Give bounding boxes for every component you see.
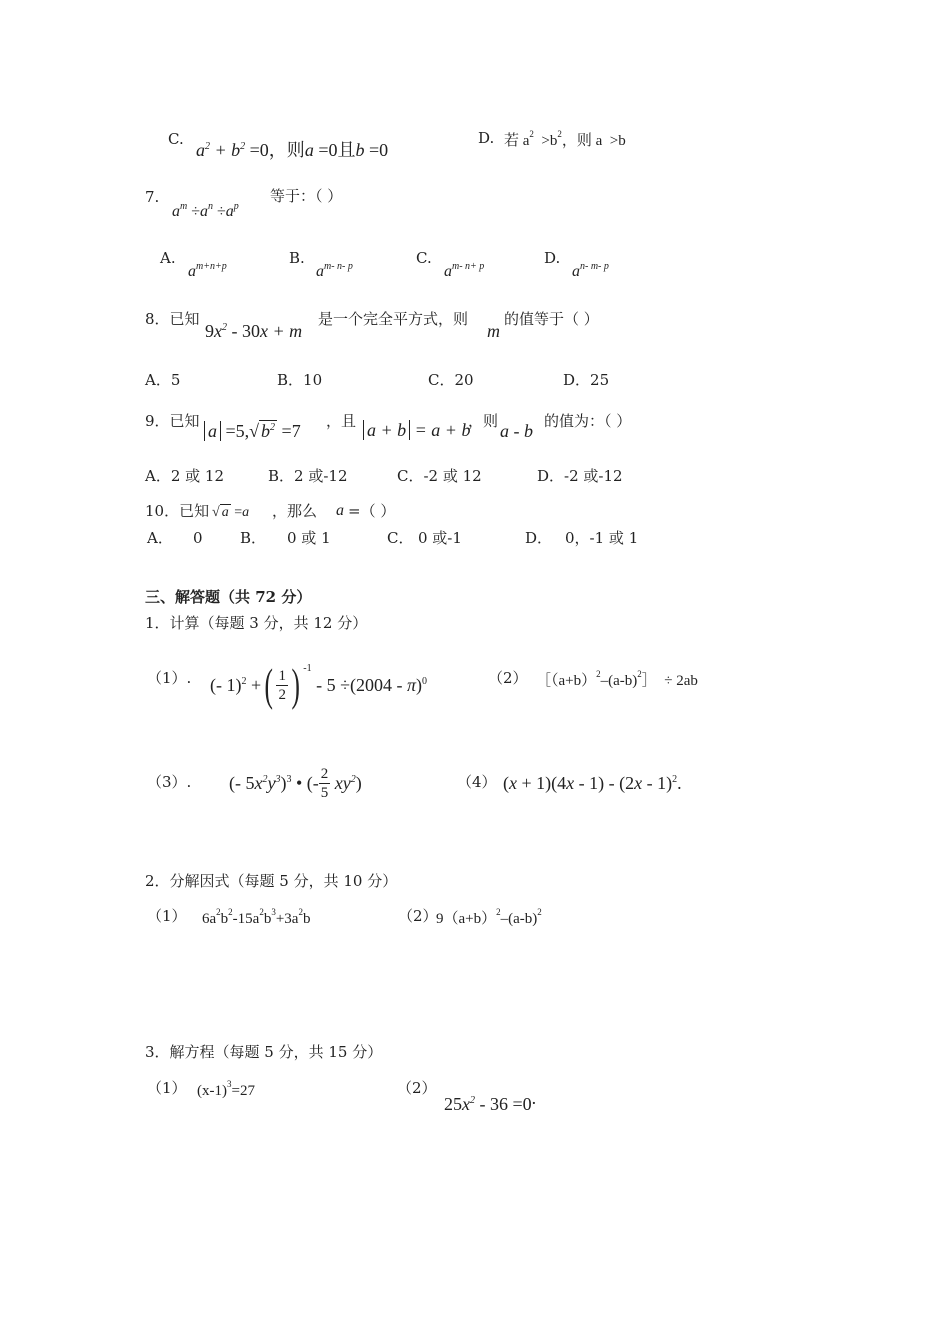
q8-variable: m xyxy=(487,321,500,341)
q9-option-a: A．2 或 12 xyxy=(145,467,224,485)
q10-option-c-value: 0 或-1 xyxy=(418,529,462,547)
q8-middle: 是一个完全平方式，则 xyxy=(318,310,469,328)
q7-option-a: $a^{m+n+p}$ xyxy=(188,261,227,280)
q8-option-b: B．10 xyxy=(277,371,323,389)
problem1-item2-expression: $[(a+b)^2-(a-b)^2] \div 2ab$ xyxy=(536,669,698,689)
q10-option-b-label: B． xyxy=(240,529,267,547)
problem1-item3-expression: (- $5x^2y^3)^3$ • (- $\frac{2}{5}$ $xy^2$) xyxy=(229,765,362,801)
problem3-title: 3．解方程（每题 5 分，共 15 分） xyxy=(145,1043,383,1061)
q10-suffix: =（ ） xyxy=(348,502,396,520)
q7-suffix: 等于：（ ） xyxy=(270,187,343,205)
q10-option-b-value: 0 或 1 xyxy=(287,529,331,547)
q10-prefix: 10．已知 xyxy=(145,502,210,520)
q10-variable: a xyxy=(336,502,344,519)
q6-d-label: D. xyxy=(478,129,495,147)
problem1-item1-expression: (- 1)$^2$ + ( $\frac{1}{2}$ ) -1 - 5 ÷(2004 - π)$^0$ xyxy=(210,659,428,710)
q7-option-c: $a^{m- n+ p}$ xyxy=(444,261,485,280)
q8-suffix: 的值等于（ ） xyxy=(504,310,599,328)
q7-option-b-label: B. xyxy=(289,249,305,267)
q6-c-expression: $a^2 + b^2 =0$，则a =0且b =0 xyxy=(196,140,389,160)
q9-prefix: 9．已知 xyxy=(145,412,200,430)
q8-option-d: D．25 xyxy=(563,371,610,389)
section3-title: 三、解答题（共 72 分） xyxy=(145,588,312,606)
problem1-item2-label: （2） xyxy=(488,669,528,687)
q7-option-b: $a^{m- n- p}$ xyxy=(316,261,353,280)
q10-option-d-value: 0，-1 或 1 xyxy=(565,529,639,547)
problem3-item1-expression: $(x-1)^3=27$ xyxy=(197,1079,255,1099)
problem2-title: 2．分解因式（每题 5 分，共 10 分） xyxy=(145,872,398,890)
problem2-item1-label: （1） xyxy=(147,907,187,925)
problem1-item4-label: （4） xyxy=(457,773,497,791)
problem3-item1-label: （1） xyxy=(147,1079,187,1097)
q9-middle2: ，则 xyxy=(468,412,499,430)
q10-option-a-label: A． xyxy=(147,529,173,547)
q8-option-c: C．20 xyxy=(428,371,474,389)
problem2-item2-expression: $9(a+b)^2-(a-b)^2$ xyxy=(436,907,542,927)
q9-suffix: 的值为：（ ） xyxy=(544,412,632,430)
q8-expression: $9x^2 - 30x + m$ xyxy=(205,321,303,341)
q9-condition2: a + b = a + b xyxy=(363,421,470,439)
problem1-item3-label: （3）. xyxy=(147,773,192,791)
problem3-item2-label: （2） xyxy=(397,1079,437,1097)
q8-prefix: 8．已知 xyxy=(145,310,200,328)
q9-middle: ，且 xyxy=(326,412,357,430)
q7-option-c-label: C. xyxy=(416,249,432,267)
problem1-item1-label: （1）. xyxy=(147,669,192,687)
q10-option-c-label: C． xyxy=(387,529,414,547)
problem1-title: 1．计算（每题 3 分，共 12 分） xyxy=(145,614,368,632)
problem2-item2-label: （2） xyxy=(398,907,438,925)
q7-expression: $a^m \div a^n \div a^p$ xyxy=(172,201,239,220)
q7-option-d-label: D. xyxy=(544,249,561,267)
q9-option-c: C．-2 或 12 xyxy=(397,467,482,485)
problem3-item2-expression: $25x^2 - 36 =0$. xyxy=(444,1088,537,1114)
problem2-item1-expression: $6a^2b^2-15a^2b^3+3a^2b$ xyxy=(202,907,311,927)
q10-option-d-label: D． xyxy=(525,529,553,547)
q10-middle: ，那么 xyxy=(272,502,318,520)
q10-condition: √ a =a xyxy=(212,505,250,520)
q9-option-b: B．2 或-12 xyxy=(268,467,348,485)
problem1-item4-expression: (x + 1)(4x - 1) - (2x - 1)$^2$. xyxy=(503,773,682,793)
q8-option-a: A．5 xyxy=(145,371,181,389)
q7-option-d: $a^{n- m- p}$ xyxy=(572,261,609,280)
q7-option-a-label: A. xyxy=(160,249,176,267)
q9-option-d: D．-2 或-12 xyxy=(537,467,623,485)
q7-number: 7. xyxy=(145,188,160,206)
q10-option-a-value: 0 xyxy=(193,529,203,547)
q9-condition: a =5,√ $b^2 =7$ xyxy=(204,422,301,440)
q6-c-label: C. xyxy=(168,130,184,148)
q9-expression: a - b xyxy=(500,421,533,441)
q6-d-text: 若 $a^2 >b^2$，则 a >b xyxy=(504,129,626,149)
